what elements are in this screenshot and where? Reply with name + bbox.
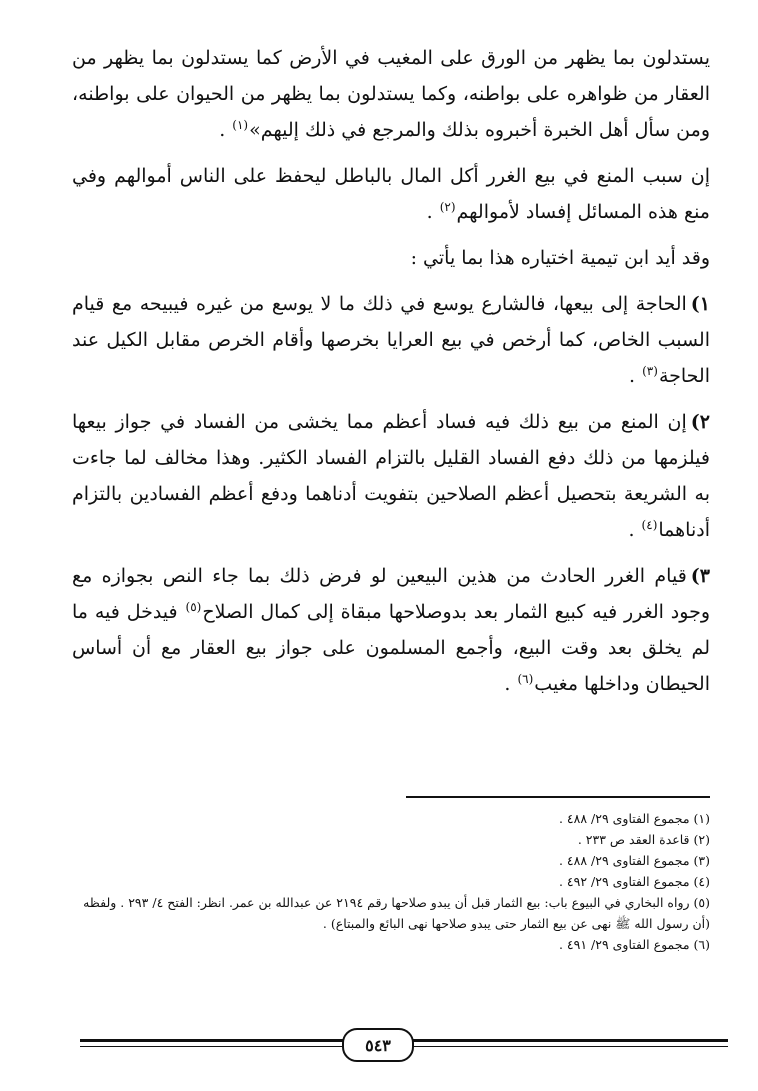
list-item <box>72 286 710 394</box>
paragraph-text: وقد أيد ابن تيمية اختياره هذا بما يأتي : <box>410 247 710 269</box>
footnote: (٥) رواه البخاري في البيوع باب: بيع الثمار قبل أن يبدو صلاحها رقم ٢١٩٤ عن عبدالله بن عمر. انظر: الفتح ٤/ ٢٩٣ . ولفظه (أن رسول الله ﷺ نهى عن بيع الثمار حتى يبدو صلاحها نهى البائع والمبتاع) . <box>83 895 710 931</box>
item-text: الحاجة إلى بيعها، فالشارع يوسع في ذلك ما لا يوسع من غيره فيبيحه مع قيام السبب الخاص، كما أرخص في بيع العرايا بخرصها وأقام الخرص مقابل الكيل عند الحاجة <box>72 293 710 387</box>
item-text: قيام الغرر الحادث من هذين البيعين لو فرض ذلك بما جاء النص بجوازه مع وجود الغرر فيه كبيع الثمار بعد بدوصلاحها مبقاة إلى كمال الصلاح <box>72 565 711 623</box>
paragraph-tail: . <box>426 201 439 223</box>
footnote: (٣) مجموع الفتاوى ٢٩/ ٤٨٨ . <box>558 853 710 868</box>
item-tail: . <box>629 365 642 387</box>
paragraph-tail: . <box>219 119 232 141</box>
page-number-text: ٥٤٣ <box>365 1035 391 1055</box>
footnote: (١) مجموع الفتاوى ٢٩/ ٤٨٨ . <box>558 811 710 826</box>
footnote-ref: (٣) <box>642 363 658 378</box>
footnote-ref: (٤) <box>641 517 658 532</box>
item-tail: . <box>628 519 641 541</box>
item-text: إن المنع من بيع ذلك فيه فساد أعظم مما يخشى من الفساد في جواز بيعها فيلزمها من ذلك دفع الفساد القليل بالتزام الفساد الكثير. وهذا مخالف لما جاءت به الشريعة بتحصيل أعظم الصلاحين بتفويت أدناهما ودفع أعظم الفسادين بالتزام أدناهما <box>72 411 710 541</box>
paragraph <box>72 40 710 148</box>
paragraph <box>72 240 710 276</box>
paragraph-text: يستدلون بما يظهر من الورق على المغيب في الأرض كما يستدلون بما يظهر من العقار من ظواهره على بواطنه، وكما يستدلون بما يظهر من الحيوان على بواطنه، ومن سأل أهل الخبرة أخبروه بذلك والمرجع في ذلك إليهم» <box>72 47 710 141</box>
page-number <box>342 1028 414 1062</box>
footnote-separator <box>406 796 710 798</box>
footnote: (٦) مجموع الفتاوى ٢٩/ ٤٩١ . <box>558 937 710 952</box>
item-text-continued: فيدخل فيه ما لم يخلق بعد وقت البيع، وأجمع المسلمون على جواز بيع العقار مع أن أساس الحيطان وداخلها مغيب <box>72 601 710 695</box>
footnote: (٢) قاعدة العقد ص ٢٣٣ . <box>577 832 710 847</box>
footnote-ref: (٦) <box>517 671 534 686</box>
item-tail: . <box>504 673 517 695</box>
list-item <box>72 404 710 548</box>
footnote-ref: (٥) <box>185 599 202 614</box>
footnote-ref: (٢) <box>439 199 456 214</box>
item-number: ١) <box>690 293 710 315</box>
footnote: (٤) مجموع الفتاوى ٢٩/ ٤٩٢ . <box>558 874 710 889</box>
item-number: ٣) <box>690 565 710 587</box>
main-text <box>72 40 710 712</box>
paragraph <box>72 158 710 230</box>
footnote-ref: (١) <box>232 117 249 132</box>
item-number: ٢) <box>690 411 710 433</box>
footnotes <box>72 808 710 955</box>
paragraph-text: إن سبب المنع في بيع الغرر أكل المال بالباطل ليحفظ على الناس أموالهم وفي منع هذه المسائل إفساد لأموالهم <box>72 165 710 223</box>
list-item <box>72 558 710 702</box>
